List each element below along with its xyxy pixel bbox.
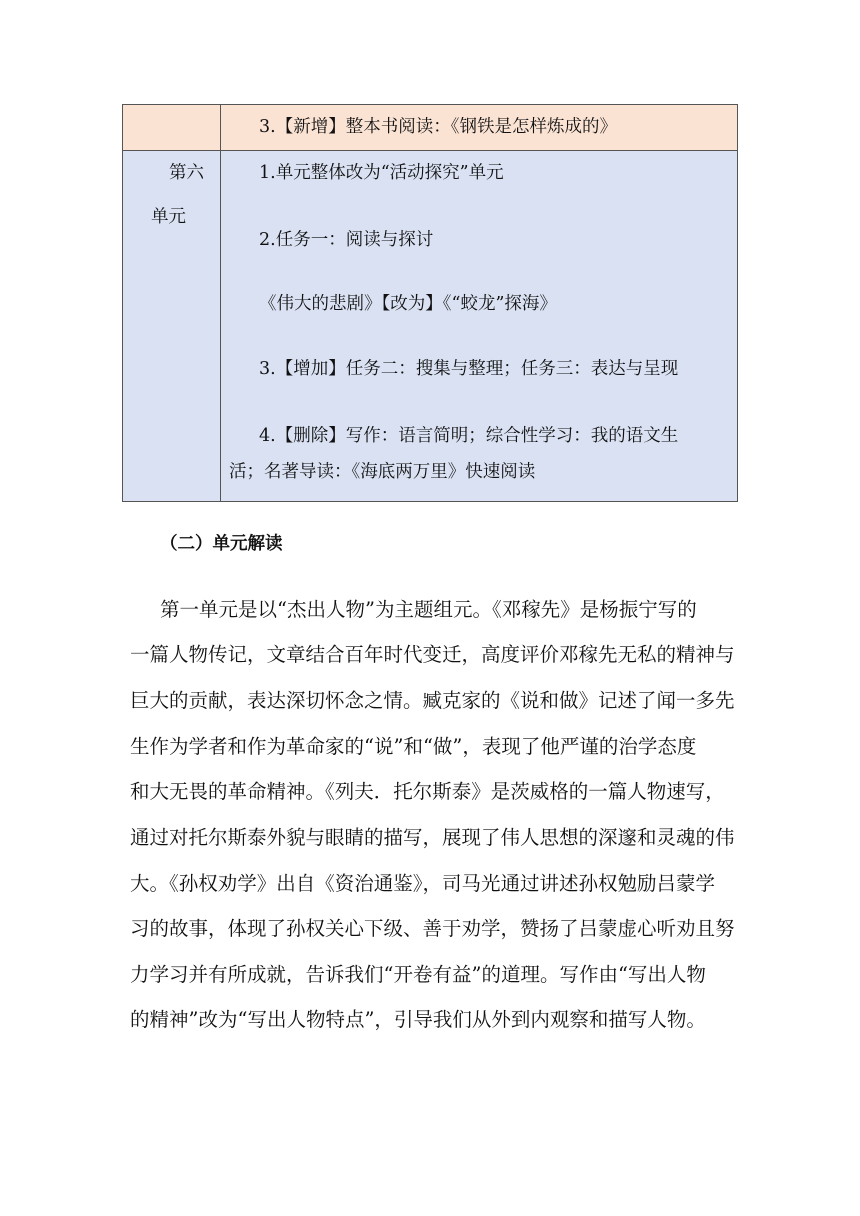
paragraph-line: 通过对托尔斯泰外貌与眼睛的描写，展现了伟人思想的深邃和灵魂的伟 [130,826,735,849]
paragraph-line: 一篇人物传记，文章结合百年时代变迁，高度评价邓稼先无私的精神与 [130,643,735,666]
change-item: 4.【删除】写作：语言简明；综合性学习：我的语文生 [259,426,679,446]
table-cell [221,151,738,502]
paragraph-line: 和大无畏的革命精神。《列夫．托尔斯泰》是茨威格的一篇人物速写， [130,780,725,803]
paragraph-line: 力学习并有所成就，告诉我们“开卷有益”的道理。写作由“写出人物 [130,963,706,986]
table-row [123,151,738,502]
change-item: 3.【增加】任务二：搜集与整理；任务三：表达与呈现 [259,359,679,379]
paragraph-line: 生作为学者和作为革命家的“说”和“做”，表现了他严谨的治学态度 [130,735,697,758]
change-item: 《伟大的悲剧》【改为】《“蛟龙”探海》 [259,294,557,314]
unit-label-line2: 单元 [151,207,186,227]
paragraph-line: 的精神”改为“写出人物特点”，引导我们从外到内观察和描写人物。 [130,1008,706,1031]
paragraph-line: 巨大的贡献，表达深切怀念之情。臧克家的《说和做》记述了闻一多先 [130,689,735,712]
paragraph-line: 习的故事，体现了孙权关心下级、善于劝学，赞扬了吕蒙虚心听劝且努 [130,917,735,940]
unit-label-line1: 第六 [169,163,204,183]
table-row [123,105,738,151]
paragraph-line: 大。《孙权劝学》出自《资治通鉴》，司马光通过讲述孙权勉励吕蒙学 [130,872,716,895]
table-cell [221,105,738,151]
change-item: 1.单元整体改为“活动探究”单元 [259,163,504,183]
section-heading: （二）单元解读 [160,534,283,554]
change-item: 3.【新增】整本书阅读：《钢铁是怎样炼成的》 [259,117,617,137]
change-item: 活；名著导读：《海底两万里》快速阅读 [229,462,536,482]
change-item: 2.任务一：阅读与探讨 [259,230,434,250]
paragraph-line: 第一单元是以“杰出人物”为主题组元。《邓稼先》是杨振宁写的 [160,598,697,621]
unit-label-cell [123,151,221,502]
table-cell-empty [123,105,221,151]
curriculum-changes-table [122,104,738,502]
